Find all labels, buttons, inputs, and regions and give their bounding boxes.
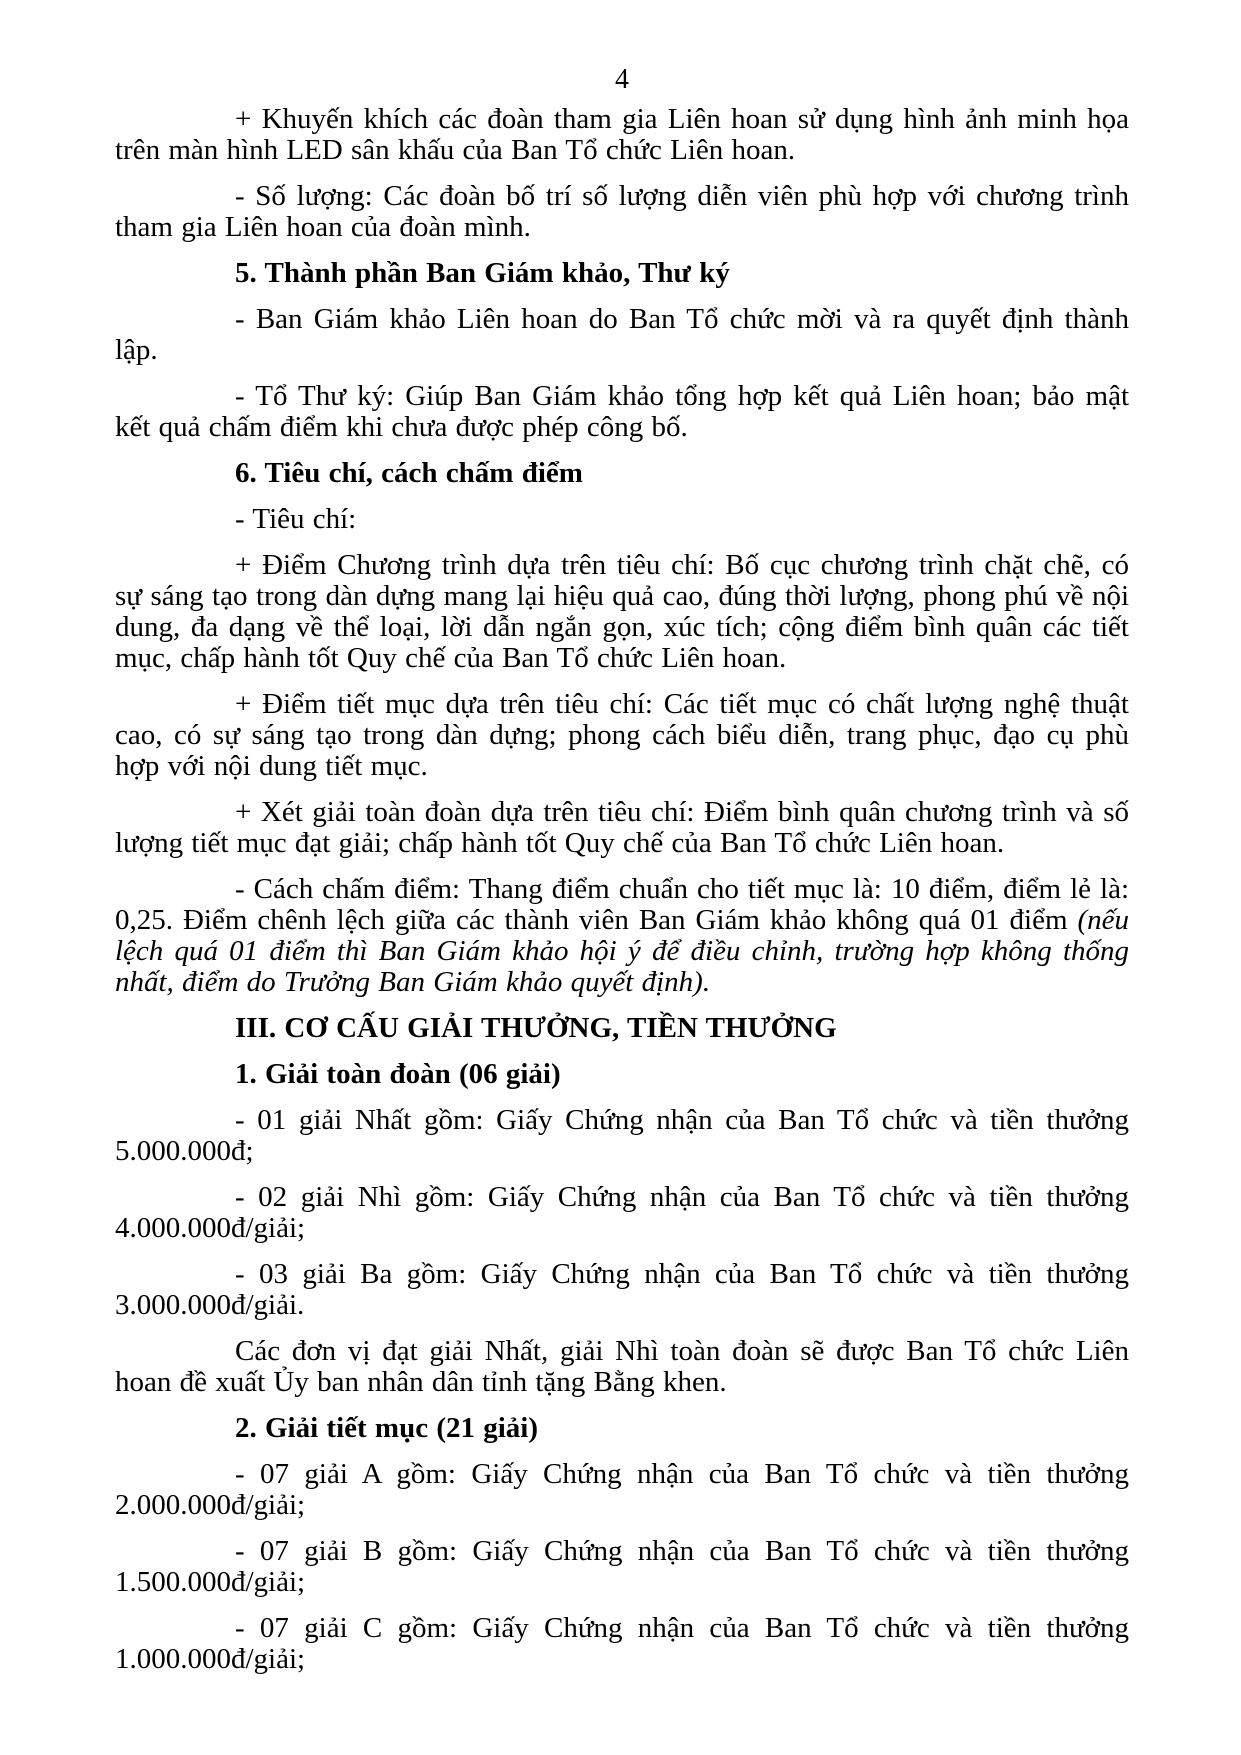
body-paragraph <box>115 504 1129 535</box>
heading <box>115 258 1129 289</box>
text-run: 6. Tiêu chí, cách chấm điểm <box>235 457 583 489</box>
text-run: - 07 giải B gồm: Giấy Chứng nhận của Ban Tổ chức và tiền thưởng 1.500.000đ/giải; <box>115 1535 1129 1598</box>
page-number: 4 <box>615 64 629 95</box>
document-body <box>115 104 1129 1675</box>
text-run: - 03 giải Ba gồm: Giấy Chứng nhận của Ban Tổ chức và tiền thưởng 3.000.000đ/giải. <box>115 1258 1129 1321</box>
text-run: - 01 giải Nhất gồm: Giấy Chứng nhận của Ban Tổ chức và tiền thưởng 5.000.000đ; <box>115 1104 1129 1167</box>
body-paragraph <box>115 181 1129 243</box>
body-paragraph <box>115 1459 1129 1521</box>
text-run: - 02 giải Nhì gồm: Giấy Chứng nhận của Ban Tổ chức và tiền thưởng 4.000.000đ/giải; <box>115 1181 1129 1244</box>
text-run: - Số lượng: Các đoàn bố trí số lượng diễn viên phù hợp với chương trình tham gia Liên hoan của đoàn mình. <box>115 180 1129 243</box>
body-paragraph <box>115 550 1129 674</box>
heading <box>115 1413 1129 1444</box>
text-run: + Xét giải toàn đoàn dựa trên tiêu chí: Điểm bình quân chương trình và số lượng tiết mục đạt giải; chấp hành tốt Quy chế của Ban Tổ chức Liên hoan. <box>115 796 1129 859</box>
text-run: + Khuyến khích các đoàn tham gia Liên hoan sử dụng hình ảnh minh họa trên màn hình LED sân khấu của Ban Tổ chức Liên hoan. <box>115 103 1129 166</box>
section-heading <box>115 1013 1129 1044</box>
body-paragraph <box>115 874 1129 998</box>
text-run: Các đơn vị đạt giải Nhất, giải Nhì toàn đoàn sẽ được Ban Tổ chức Liên hoan đề xuất Ủy ban nhân dân tỉnh tặng Bằng khen. <box>115 1335 1129 1398</box>
text-run: - Tổ Thư ký: Giúp Ban Giám khảo tổng hợp kết quả Liên hoan; bảo mật kết quả chấm điểm khi chưa được phép công bố. <box>115 380 1129 443</box>
body-paragraph <box>115 797 1129 859</box>
body-paragraph <box>115 1613 1129 1675</box>
text-run: + Điểm Chương trình dựa trên tiêu chí: Bố cục chương trình chặt chẽ, có sự sáng tạo trong dàn dựng mang lại hiệu quả cao, đúng thời lượng, phong phú về nội dung, đa dạng về thể loại, lời dẫn ngắn gọn, xúc tích; cộng điểm bình quân các tiết mục, chấp hành tốt Quy chế của Ban Tổ chức Liên hoan. <box>115 549 1129 674</box>
body-paragraph <box>115 1536 1129 1598</box>
text-run: - 07 giải A gồm: Giấy Chứng nhận của Ban Tổ chức và tiền thưởng 2.000.000đ/giải; <box>115 1458 1129 1521</box>
text-run: - Ban Giám khảo Liên hoan do Ban Tổ chức mời và ra quyết định thành lập. <box>115 303 1129 366</box>
text-run: III. CƠ CẤU GIẢI THƯỞNG, TIỀN THƯỞNG <box>235 1012 837 1044</box>
text-run: (nếu lệch quá 01 điểm thì Ban Giám khảo hội ý để điều chỉnh, trường hợp không thống nhất, điểm do Trưởng Ban Giám khảo quyết định). <box>115 904 1129 998</box>
body-paragraph <box>115 104 1129 166</box>
body-paragraph <box>115 1259 1129 1321</box>
text-run: - Tiêu chí: <box>235 503 357 535</box>
body-paragraph <box>115 1182 1129 1244</box>
text-run: 1. Giải toàn đoàn (06 giải) <box>235 1058 561 1090</box>
text-run: 5. Thành phần Ban Giám khảo, Thư ký <box>235 257 730 289</box>
text-run: - 07 giải C gồm: Giấy Chứng nhận của Ban Tổ chức và tiền thưởng 1.000.000đ/giải; <box>115 1612 1129 1675</box>
heading <box>115 1059 1129 1090</box>
text-run: 2. Giải tiết mục (21 giải) <box>235 1412 539 1444</box>
text-run: + Điểm tiết mục dựa trên tiêu chí: Các tiết mục có chất lượng nghệ thuật cao, có sự sáng tạo trong dàn dựng; phong cách biểu diễn, trang phục, đạo cụ phù hợp với nội dung tiết mục. <box>115 688 1129 782</box>
body-paragraph <box>115 1105 1129 1167</box>
body-paragraph <box>115 689 1129 782</box>
body-paragraph <box>115 381 1129 443</box>
body-paragraph <box>115 304 1129 366</box>
heading <box>115 458 1129 489</box>
text-run: - Cách chấm điểm: Thang điểm chuẩn cho tiết mục là: 10 điểm, điểm lẻ là: 0,25. Điểm chênh lệch giữa các thành viên Ban Giám khảo không quá 01 điểm <box>115 873 1129 936</box>
body-paragraph <box>115 1336 1129 1398</box>
